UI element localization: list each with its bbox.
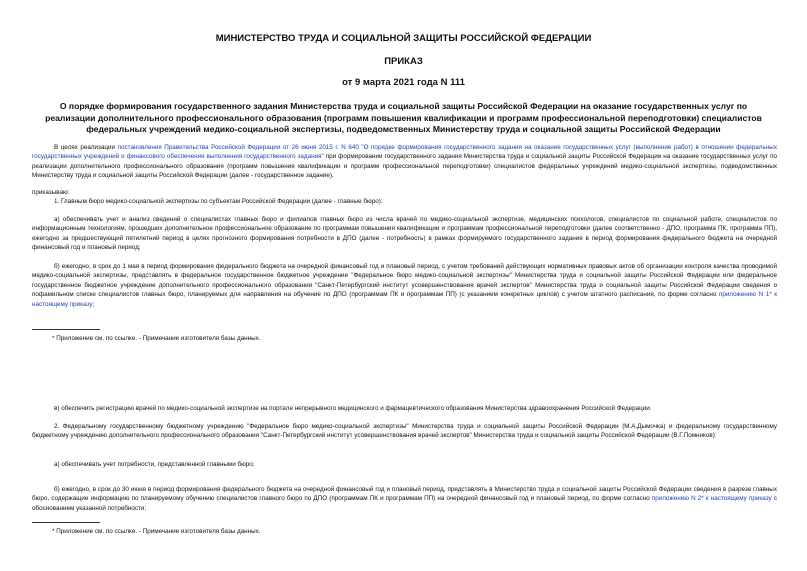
item-2-b-suffix: с обоснованием указанной потребности; bbox=[32, 495, 777, 512]
footnote-divider bbox=[32, 329, 100, 330]
item-2-b bbox=[32, 485, 777, 513]
intro-paragraph bbox=[32, 143, 777, 181]
intro-suffix: при формировании государственного задания Министерства труда и социальной защиты Российской Федерации на оказание государственных услуг по реализации дополнительного профессионального образования (программ повышения квалификации и программ профессиональной переподготовки) специалистов федеральных учреждений медико-социальной экспертизы, подведомственных Министерству труда и социальной защиты Российской Федерации (далее - государственное задание), bbox=[32, 153, 778, 180]
item-2: 2. Федеральному государственному бюджетному учреждению "Федеральное бюро медико-социальной экспертизы" Министерства труда и социальной защиты Российской Федерации (М.А.Дымочка) и федеральному государственному бюджетному учреждению дополнительного профессионального образования "Санкт-Петербургский институт усовершенствования врачей экспертов" Министерства труда и социальной защиты Российской Федерации (В.Г.Помников): bbox=[32, 423, 777, 440]
item-1-b bbox=[32, 262, 777, 309]
document-date-number: от 9 марта 2021 года N 111 bbox=[342, 77, 465, 88]
item-1-b-suffix: ; bbox=[92, 300, 95, 308]
appendix-1-link[interactable]: приложению N 1* к настоящему приказу bbox=[32, 291, 777, 308]
item-1-v: в) обеспечить регистрацию врачей по медико-социальной экспертизе на портале непрерывного медицинского и фармацевтического образования Министерства здравоохранения Российской Федерации. bbox=[54, 405, 652, 412]
item-1-b-prefix: б) ежегодно, в срок до 1 мая в период формирования федерального бюджета на очередной финансовый год и плановый период, с учетом требований действующих нормативных правовых актов об организации контроля качества проводимой медико-социальной экспертизы, представлять в федеральное государственное бюджетное учреждение "Федеральное бюро медико-социальной экспертизы" Министерства труда и социальной защиты Российской Федерации или федеральное государственное бюджетное учреждение дополнительного профессионального образования "Санкт-Петербургский институт усовершенствования врачей экспертов" Министерства труда и социальной защиты Российской Федерации сведения о пофамильном списке специалистов главных бюро, планируемых для направления на обучение по ДПО (программам ПК и программам ПП) (с указанием конкретных циклов) с учетом штатного расписания, по форме согласно bbox=[32, 263, 777, 299]
item-1: 1. Главным бюро медико-социальной экспертизы по субъектам Российской Федерации (далее - главные бюро): bbox=[54, 198, 383, 205]
item-2-a: а) обеспечивать учет потребности, представленной главными бюро; bbox=[54, 461, 255, 468]
decree-640-link[interactable]: постановления Правительства Российской Федерации от 26 июня 2015 г. N 640 "О порядке формирования государственного задания на оказание государственных услуг (выполнение работ) в отношении федеральных государственных учреждений и финансового обеспечения выполнения государственного задания" bbox=[32, 144, 777, 161]
prikazyvayu-text: приказываю: bbox=[32, 189, 70, 196]
intro-prefix: В целях реализации bbox=[54, 144, 118, 151]
document-title: О порядке формирования государственного задания Министерства труда и социальной защиты Российской Федерации на оказание государственных услуг по реализации дополнительного профессионального образования (программ повышения квалификации и программ профессиональной переподготовки) специалистов федеральных учреждений медико-социальной экспертизы, подведомственных Министерству труда и социальной защиты Российской Федерации bbox=[45, 101, 762, 134]
document-type: ПРИКАЗ bbox=[384, 56, 423, 67]
item-2-b-prefix: б) ежегодно, в срок до 30 июня в период формирования федерального бюджета на очередной финансовый год и плановый период, представлять в Министерство труда и социальной защиты Российской Федерации сведения в разрезе главных бюро, содержащие информацию по планируемому обучению специалистов главного бюро по ДПО (программам ПК и программам ПП) на очередной финансовый год и плановый период, по форме согласно bbox=[32, 486, 777, 503]
item-1-a: а) обеспечивать учет и анализ сведений о специалистах главных бюро и филиалов главных бюро из числа врачей по медико-социальной экспертизе, медицинских психологов, специалистов по социальной работе, специалистов по информационным технологиям, прошедших дополнительное профессиональное образование по программам повышения квалификации и программам профессиональной переподготовки (далее соответственно - ДПО, программа ПК, программа ПП), ежегодно за предшествующий пятилетний период в целях прогнозного формирования потребности в ДПО (далее - потребность) в рамках формируемого государственного задания в период формирования федерального бюджета на очередной финансовый год и плановый период; bbox=[32, 216, 777, 252]
footnote-1: * Приложение см. по ссылке. - Примечание изготовителя базы данных. bbox=[52, 335, 261, 342]
ministry-heading: МИНИСТЕРСТВО ТРУДА И СОЦИАЛЬНОЙ ЗАЩИТЫ РОССИЙСКОЙ ФЕДЕРАЦИИ bbox=[215, 33, 592, 44]
footnote-divider bbox=[32, 522, 100, 523]
appendix-2-link[interactable]: приложению N 2* к настоящему приказу bbox=[651, 495, 772, 503]
footnote-2: * Приложение см. по ссылке. - Примечание изготовителя базы данных. bbox=[52, 528, 261, 535]
